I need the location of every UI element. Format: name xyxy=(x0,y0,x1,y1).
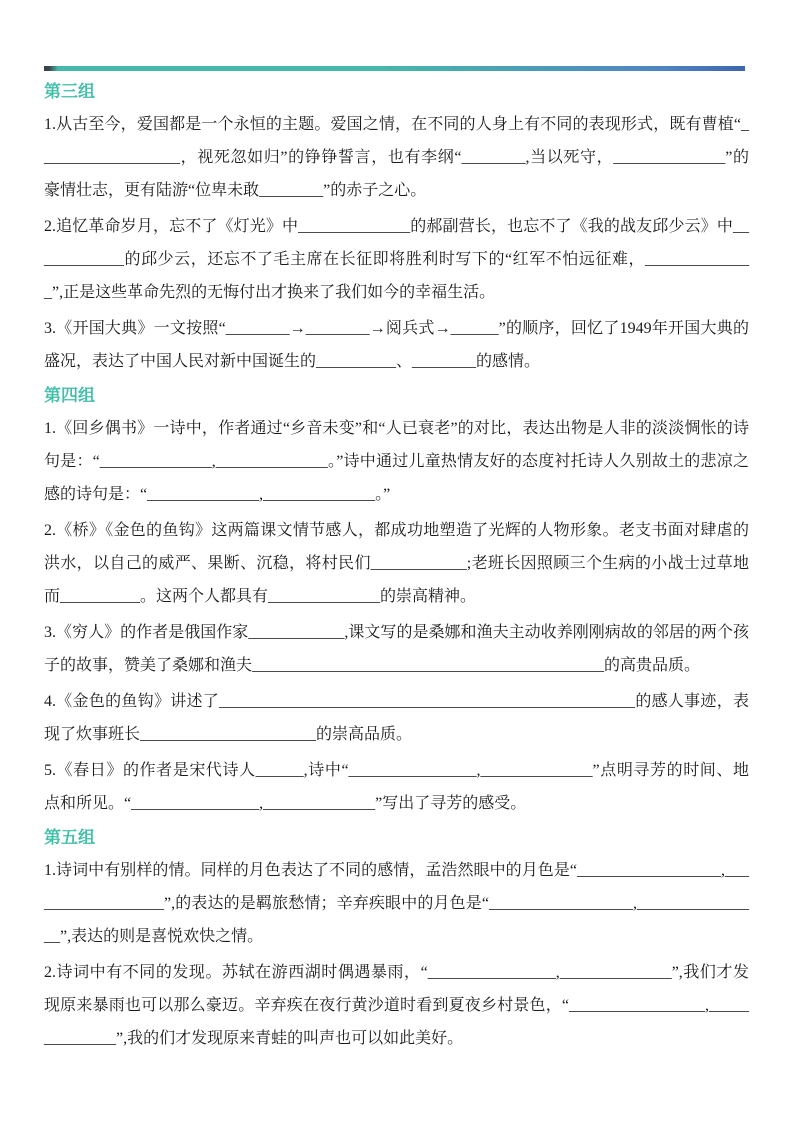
question-item: 1.从古至今，爱国都是一个永恒的主题。爱国之情，在不同的人身上有不同的表现形式，既有曹植“__________________，视死忽如归”的铮铮誓言，也有李纲“________,当以死守，______________”的豪情壮志，更有陆游“位卑未敢________”的赤子之心。 xyxy=(44,116,749,199)
section-group-4 xyxy=(44,382,749,820)
question-item: 1.诗词中有别样的情。同样的月色表达了不同的感情，孟浩然眼中的月色是“__________________,__________________”,的表达的是羁旅愁情；辛弃疾眼中的月色是“__________________,________________”,表达的则是喜悦欢快之情。 xyxy=(44,862,749,945)
question-item: 1.《回乡偶书》一诗中，作者通过“乡音未变”和“人已衰老”的对比，表达出物是人非的淡淡惆怅的诗句是：“______________,______________。”诗中通过儿童热情友好的态度衬托诗人久别故土的悲凉之感的诗句是：“______________,______________。” xyxy=(44,420,749,503)
section-title: 第五组 xyxy=(44,828,95,847)
section-group-3 xyxy=(44,78,749,378)
divider-rule xyxy=(44,66,745,71)
question-item: 5.《春日》的作者是宋代诗人______,诗中“________________,______________”点明寻芳的时间、地点和所见。“________________,______________”写出了寻芳的感受。 xyxy=(44,762,749,812)
question-item: 3.《穷人》的作者是俄国作家____________,课文写的是桑娜和渔夫主动收养刚刚病故的邻居的两个孩子的故事，赞美了桑娜和渔夫____________________________________________的高贵品质。 xyxy=(44,624,749,674)
section-group-5 xyxy=(44,824,749,1055)
question-item: 2.《桥》《金色的鱼钩》这两篇课文情节感人，都成功地塑造了光辉的人物形象。老支书面对肆虐的洪水，以自己的威严、果断、沉稳，将村民们____________;老班长因照顾三个生病的小战士过草地而__________。这两个人都具有______________的崇高精神。 xyxy=(44,522,749,605)
question-item: 3.《开国大典》一文按照“________→________→阅兵式→______”的顺序，回忆了1949年开国大典的盛况，表达了中国人民对新中国诞生的__________、________的感情。 xyxy=(44,320,749,370)
section-title: 第四组 xyxy=(44,386,95,405)
question-item: 2.追忆革命岁月，忘不了《灯光》中______________的郝副营长，也忘不了《我的战友邱少云》中____________的邱少云，还忘不了毛主席在长征即将胜利时写下的“红军不怕远征难，______________”,正是这些革命先烈的无悔付出才换来了我们如今的幸福生活。 xyxy=(44,218,749,301)
question-item: 4.《金色的鱼钩》讲述了____________________________________________________的感人事迹，表现了炊事班长______________________的崇高品质。 xyxy=(44,693,749,743)
section-title: 第三组 xyxy=(44,82,95,101)
question-item: 2.诗词中有不同的发现。苏轼在游西湖时偶遇暴雨，“________________,______________”,我们才发现原来暴雨也可以那么豪迈。辛弃疾在夜行黄沙道时看到夏夜乡村景色，“_________________,______________”,我的们才发现原来青蛙的叫声也可以如此美好。 xyxy=(44,964,749,1047)
